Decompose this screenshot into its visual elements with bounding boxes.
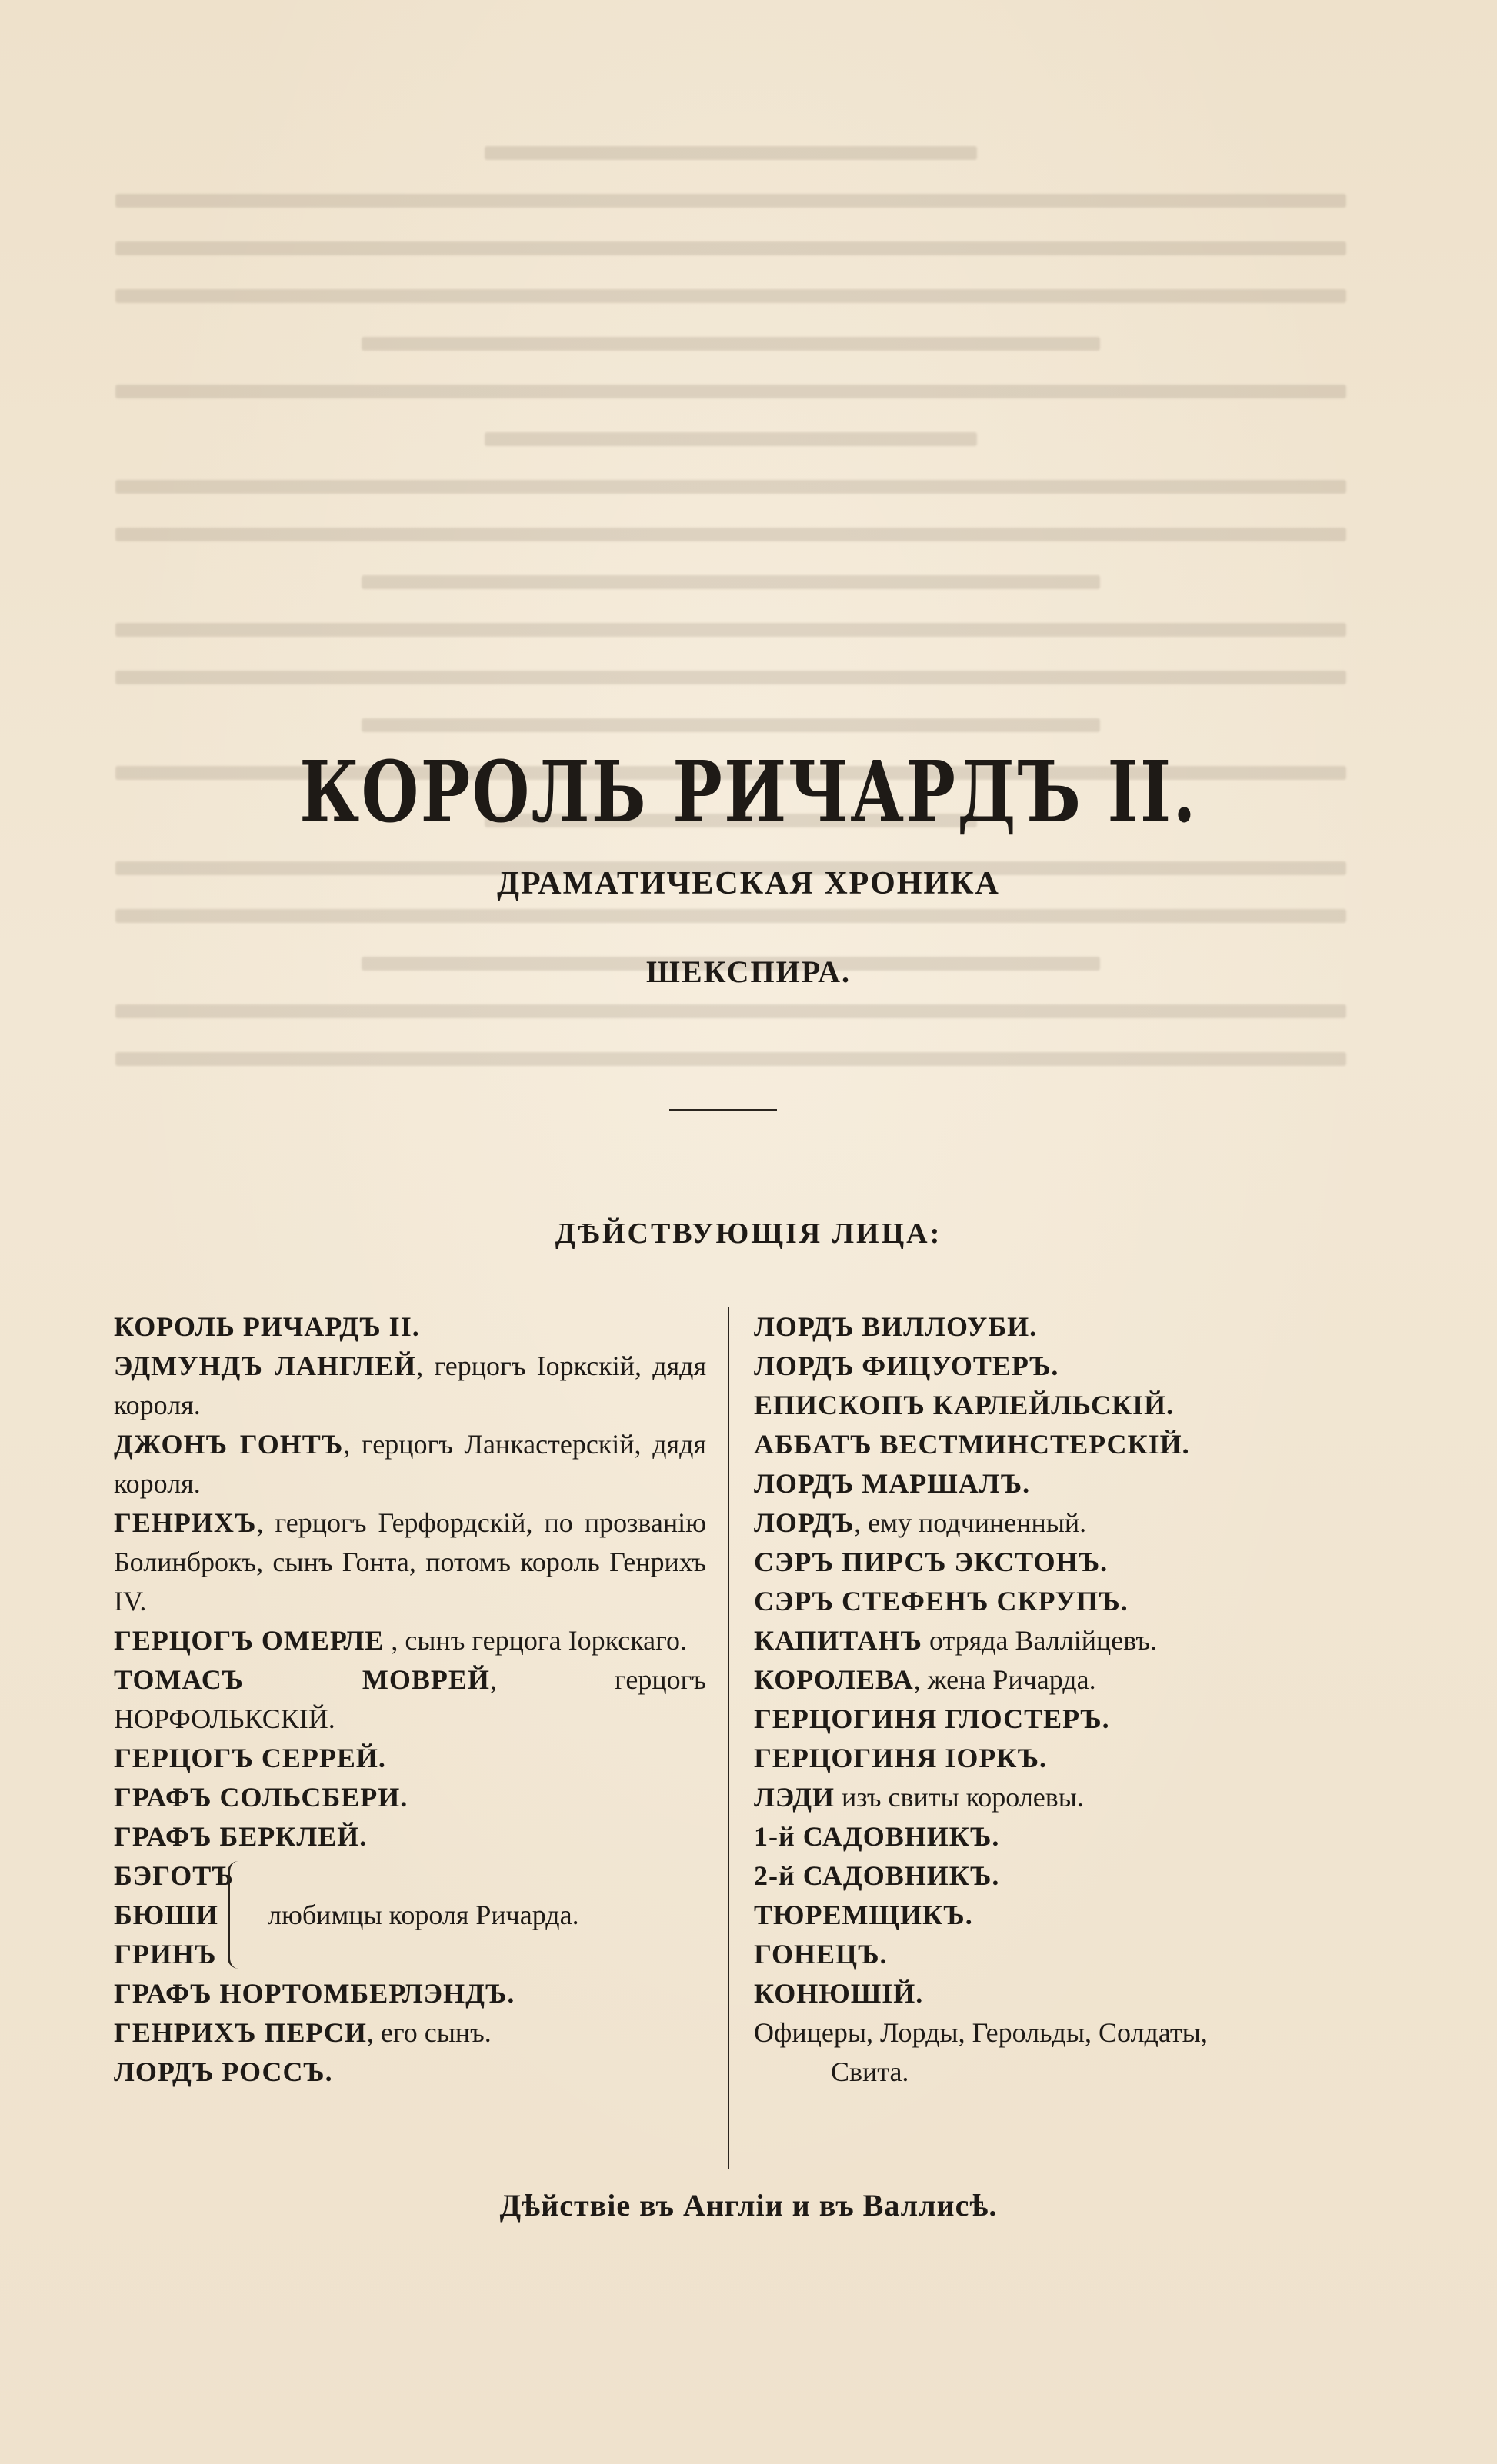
cast-entry: КОРОЛЕВА, жена Ричарда. <box>754 1664 1096 1695</box>
cast-entry: ЛОРДЪ, ему подчиненный. <box>754 1507 1087 1538</box>
cast-entry: ЛЭДИ изъ свиты королевы. <box>754 1782 1084 1813</box>
cast-entry: ТЮРЕМЩИКЪ. <box>754 1900 973 1930</box>
grouping-brace <box>228 1861 242 1969</box>
cast-entry: ГЕНРИХЪ, герцогъ Герфордскій, по прозванію Болинброкъ, сынъ Гонта, потомъ король Генрихъ IV. <box>114 1507 706 1617</box>
column-divider <box>728 1307 729 2169</box>
cast-entry: ЭДМУНДЪ ЛАНГЛЕЙ, герцогъ Іоркскій, дядя короля. <box>114 1350 706 1420</box>
play-subtitle: ДРАМАТИЧЕСКАЯ ХРОНИКА <box>497 866 1000 901</box>
cast-entry: ГЕРЦОГЪ СЕРРЕЙ. <box>114 1743 386 1773</box>
favorite-name: ГРИНЪ <box>114 1939 217 1970</box>
author-line: ШЕКСПИРА. <box>646 954 851 989</box>
cast-entry: 2-й САДОВНИКЪ. <box>754 1860 1000 1891</box>
cast-entry: ГЕРЦОГИНЯ ГЛОСТЕРЪ. <box>754 1703 1110 1734</box>
cast-entry: 1-й САДОВНИКЪ. <box>754 1821 1000 1852</box>
cast-entry: ГРАФЪ БЕРКЛЕЙ. <box>114 1821 368 1852</box>
cast-entry: ЛОРДЪ РОССЪ. <box>114 2056 333 2087</box>
cast-entry: ГЕРЦОГИНЯ ІОРКЪ. <box>754 1743 1047 1773</box>
cast-entry: СЭРЪ СТЕФЕНЪ СКРУПЪ. <box>754 1586 1129 1617</box>
cast-entry: ГЕНРИХЪ ПЕРСИ, его сынъ. <box>114 2017 492 2048</box>
setting-note: Дѣйствіе въ Англіи и въ Валлисѣ. <box>499 2188 998 2223</box>
cast-entry: ТОМАСЪ МОВРЕЙ, герцогъ НОРФОЛЬКСКІЙ. <box>114 1664 706 1734</box>
favorites-description: любимцы короля Ричарда. <box>268 1900 579 1930</box>
favorites-group <box>114 1856 706 1974</box>
extras-line: Свита. <box>831 2056 909 2087</box>
extras-line: Офицеры, Лорды, Герольды, Солдаты, <box>754 2017 1208 2048</box>
cast-entry: ГЕРЦОГЪ ОМЕРЛЕ , сынъ герцога Іоркскаго. <box>114 1625 687 1656</box>
favorite-name: БЭГОТЪ <box>114 1860 234 1891</box>
cast-entry: ГОНЕЦЪ. <box>754 1939 888 1970</box>
cast-entry: СЭРЪ ПИРСЪ ЭКСТОНЪ. <box>754 1547 1109 1577</box>
cast-list-left <box>114 1307 706 2092</box>
cast-entry: ЕПИСКОПЪ КАРЛЕЙЛЬСКІЙ. <box>754 1390 1175 1420</box>
cast-heading: ДѢЙСТВУЮЩІЯ ЛИЦА: <box>555 1217 942 1250</box>
cast-entry: КАПИТАНЪ отряда Валлійцевъ. <box>754 1625 1157 1656</box>
cast-entry: ГРАФЪ НОРТОМБЕРЛЭНДЪ. <box>114 1978 515 2009</box>
favorite-name: БЮШИ <box>114 1900 218 1930</box>
cast-entry: АББАТЪ ВЕСТМИНСТЕРСКІЙ. <box>754 1429 1190 1460</box>
cast-entry: ЛОРДЪ ФИЦУОТЕРЪ. <box>754 1350 1059 1381</box>
cast-list-right <box>754 1307 1339 2092</box>
play-title: КОРОЛЬ РИЧАРДЪ II. <box>299 742 1198 841</box>
cast-entry: КОНЮШІЙ. <box>754 1978 924 2009</box>
title-divider <box>669 1109 777 1111</box>
cast-entry: ЛОРДЪ ВИЛЛОУБИ. <box>754 1311 1038 1342</box>
cast-entry: ГРАФЪ СОЛЬСБЕРИ. <box>114 1782 408 1813</box>
cast-entry: ДЖОНЪ ГОНТЪ, герцогъ Ланкастерскій, дядя короля. <box>114 1429 706 1499</box>
cast-entry: КОРОЛЬ РИЧАРДЪ II. <box>114 1311 420 1342</box>
cast-entry: ЛОРДЪ МАРШАЛЪ. <box>754 1468 1031 1499</box>
